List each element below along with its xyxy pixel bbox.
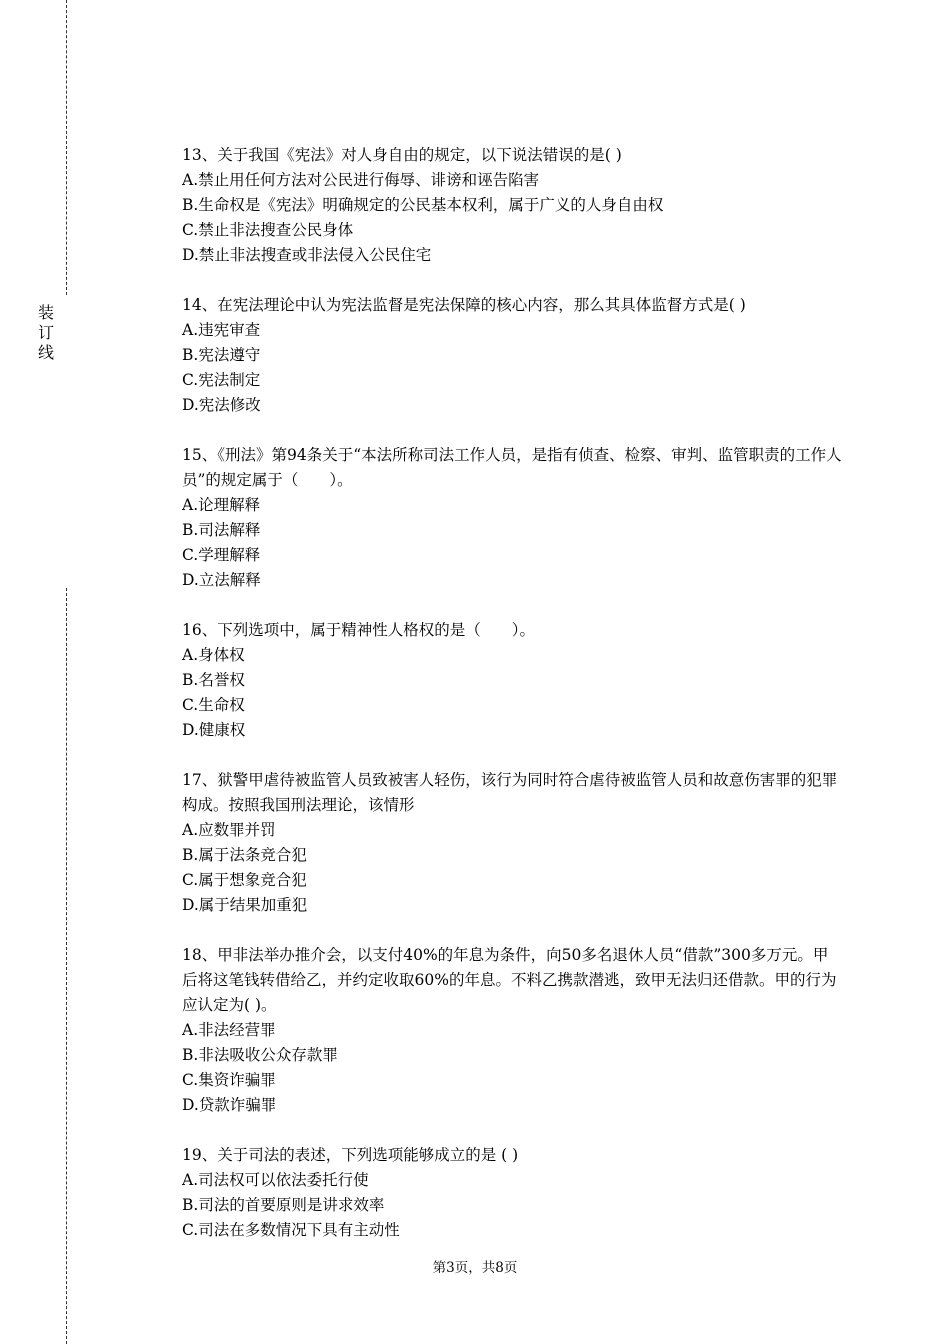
option-d: D.贷款诈骗罪 bbox=[182, 1096, 277, 1114]
page-number: 第3页，共8页 bbox=[432, 1260, 518, 1276]
question-stem: 15、《刑法》第94条关于“本法所称司法工作人员，是指有侦查、检察、审判、监管职责的工作人员”的规定属于（ ）。 bbox=[182, 446, 842, 489]
option-c: C.宪法制定 bbox=[182, 371, 261, 389]
option-a: A.司法权可以依法委托行使 bbox=[182, 1171, 369, 1189]
binding-char: 线 bbox=[37, 343, 54, 362]
binding-line-top bbox=[66, 0, 67, 295]
option-a: A.应数罪并罚 bbox=[182, 821, 276, 839]
option-c: C.集资诈骗罪 bbox=[182, 1071, 276, 1089]
option-d: D.属于结果加重犯 bbox=[182, 896, 308, 914]
question-stem: 13、关于我国《宪法》对人身自由的规定，以下说法错误的是( ) bbox=[182, 146, 622, 164]
option-d: D.立法解释 bbox=[182, 571, 261, 589]
option-a: A.违宪审查 bbox=[182, 321, 261, 339]
question-14 bbox=[182, 293, 842, 418]
option-a: A.非法经营罪 bbox=[182, 1021, 276, 1039]
option-b: B.生命权是《宪法》明确规定的公民基本权利，属于广义的人身自由权 bbox=[182, 196, 664, 214]
option-c: C.司法在多数情况下具有主动性 bbox=[182, 1221, 400, 1239]
option-c: C.禁止非法搜查公民身体 bbox=[182, 221, 354, 239]
option-b: B.司法解释 bbox=[182, 521, 261, 539]
option-a: A.禁止用任何方法对公民进行侮辱、诽谤和诬告陷害 bbox=[182, 171, 540, 189]
question-15 bbox=[182, 443, 842, 593]
option-c: C.生命权 bbox=[182, 696, 245, 714]
option-d: D.健康权 bbox=[182, 721, 246, 739]
question-17 bbox=[182, 768, 842, 918]
question-stem: 14、在宪法理论中认为宪法监督是宪法保障的核心内容，那么其具体监督方式是( ) bbox=[182, 296, 746, 314]
option-b: B.宪法遵守 bbox=[182, 346, 261, 364]
option-a: A.论理解释 bbox=[182, 496, 261, 514]
question-13 bbox=[182, 143, 842, 268]
option-b: B.非法吸收公众存款罪 bbox=[182, 1046, 338, 1064]
binding-label bbox=[36, 303, 56, 363]
question-stem: 17、狱警甲虐待被监管人员致被害人轻伤，该行为同时符合虐待被监管人员和故意伤害罪的犯罪构成。按照我国刑法理论，该情形 bbox=[182, 771, 838, 814]
binding-line-bottom bbox=[66, 588, 67, 1344]
option-c: C.学理解释 bbox=[182, 546, 261, 564]
question-16 bbox=[182, 618, 842, 743]
option-b: B.司法的首要原则是讲求效率 bbox=[182, 1196, 385, 1214]
binding-char: 装 bbox=[37, 303, 54, 322]
option-d: D.禁止非法搜查或非法侵入公民住宅 bbox=[182, 246, 432, 264]
option-b: B.属于法条竞合犯 bbox=[182, 846, 307, 864]
question-18 bbox=[182, 943, 842, 1118]
option-d: D.宪法修改 bbox=[182, 396, 261, 414]
question-stem: 19、关于司法的表述，下列选项能够成立的是 ( ) bbox=[182, 1146, 519, 1164]
question-list bbox=[182, 143, 842, 1268]
binding-char: 订 bbox=[37, 323, 54, 342]
question-stem: 18、甲非法举办推介会，以支付40%的年息为条件，向50多名退休人员“借款”300多万元。甲后将这笔钱转借给乙，并约定收取60%的年息。不料乙携款潜逃，致甲无法归还借款。甲的行为应认定为( )。 bbox=[182, 946, 837, 1014]
question-19 bbox=[182, 1143, 842, 1243]
question-stem: 16、下列选项中，属于精神性人格权的是（ ）。 bbox=[182, 621, 535, 639]
option-c: C.属于想象竞合犯 bbox=[182, 871, 307, 889]
option-a: A.身体权 bbox=[182, 646, 245, 664]
option-b: B.名誉权 bbox=[182, 671, 245, 689]
